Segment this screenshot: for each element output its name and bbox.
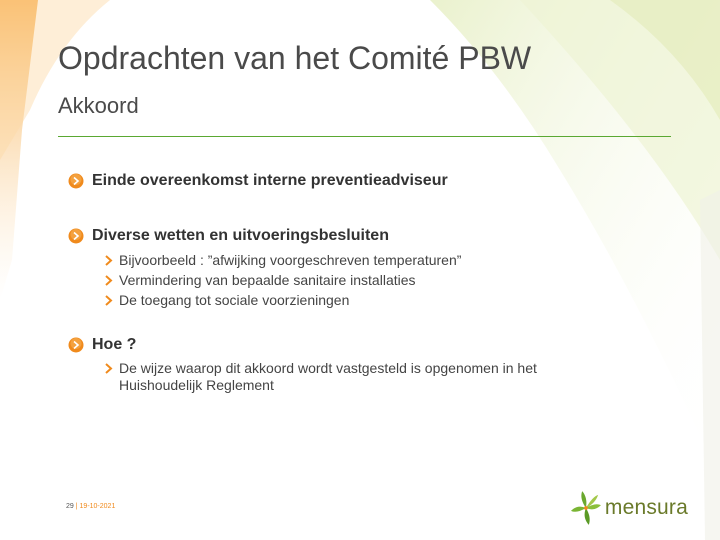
mensura-logo: [570, 488, 688, 528]
sub-item: [104, 360, 537, 394]
chevron-right-icon: [104, 363, 114, 374]
page-subtitle: Akkoord: [58, 93, 139, 118]
sub-item-text: Vermindering van bepaalde sanitaire installaties: [119, 272, 416, 288]
sub-item-text: De wijze waarop dit akkoord wordt vastgesteld is opgenomen in het: [119, 360, 537, 376]
slide-footer: [66, 503, 115, 510]
sub-item: [104, 272, 416, 289]
page-title: Opdrachten van het Comité PBW: [58, 40, 532, 76]
footer-separator: |: [75, 503, 78, 510]
logo-wordmark: mensura: [604, 496, 688, 519]
leaf-logo-icon: [570, 488, 602, 528]
bullet-item: [68, 227, 389, 245]
chevron-right-icon: [104, 295, 114, 306]
footer-date: 19-10-2021: [79, 503, 116, 510]
bullet-item: [68, 336, 136, 354]
orange-arrow-bullet-icon: [68, 228, 84, 244]
bullet-item: [68, 172, 448, 190]
orange-arrow-bullet-icon: [68, 173, 84, 189]
sub-item: [104, 292, 349, 309]
orange-arrow-bullet-icon: [68, 337, 84, 353]
sub-item-text: De toegang tot sociale voorzieningen: [119, 292, 350, 308]
page-number: 29: [66, 503, 74, 510]
sub-item-text: Bijvoorbeeld : ”afwijking voorgeschreven temperaturen”: [119, 252, 462, 268]
bullet-label: Diverse wetten en uitvoeringsbesluiten: [92, 227, 389, 244]
chevron-right-icon: [104, 275, 114, 286]
title-divider: [58, 136, 671, 137]
sub-item: [104, 252, 461, 269]
bullet-label: Einde overeenkomst interne preventieadviseur: [92, 172, 448, 189]
sub-item-text: Huishoudelijk Reglement: [119, 377, 274, 393]
bullet-label: Hoe ?: [92, 336, 137, 353]
chevron-right-icon: [104, 255, 114, 266]
